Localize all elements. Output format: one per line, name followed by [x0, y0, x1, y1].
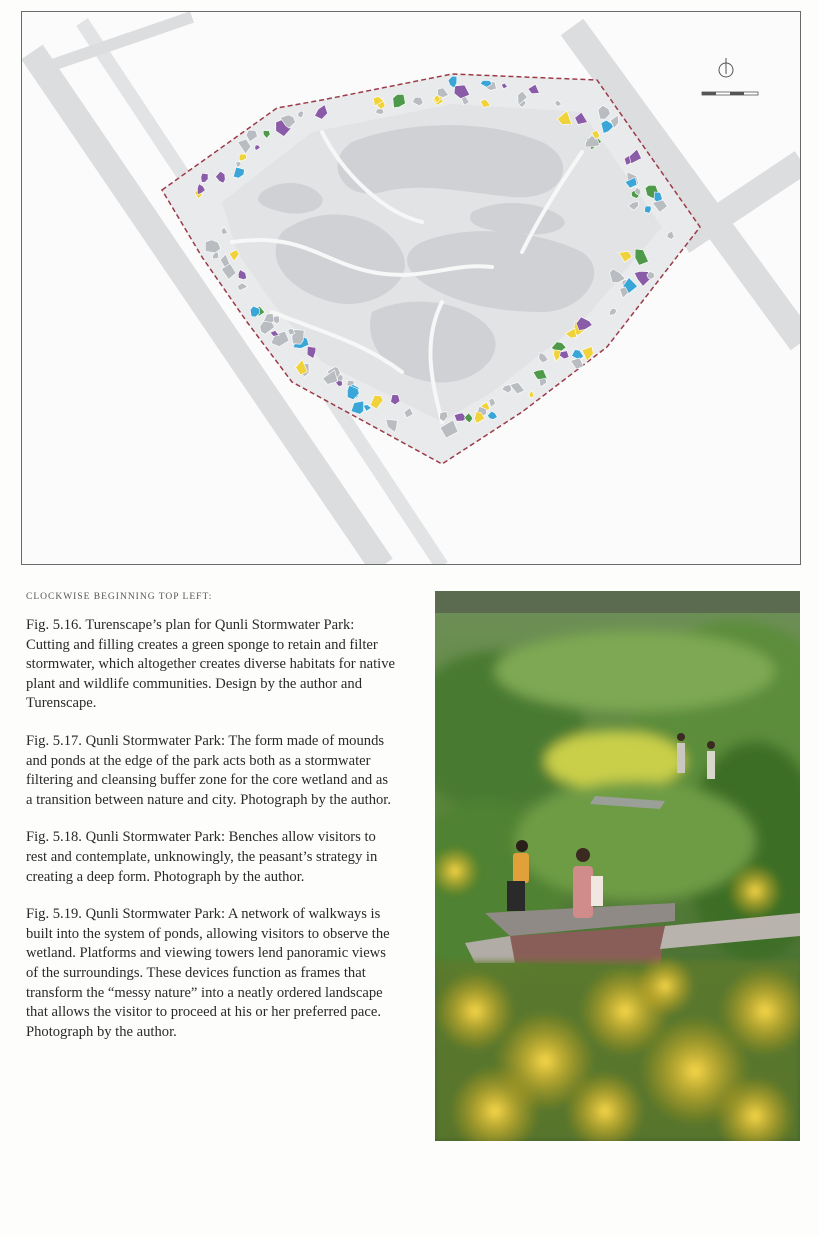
caption-column	[26, 592, 398, 1060]
site-plan-figure	[21, 11, 801, 565]
site-plan-drawing	[22, 12, 801, 565]
caption-fig-5-18: Fig. 5.18. Qunli Stormwater Park: Benches allow visitors to rest and contemplate, unknowingly, the peasant’s strategy in creating a deep form. Photograph by the author.	[26, 829, 378, 885]
caption-fig-5-19: Fig. 5.19. Qunli Stormwater Park: A network of walkways is built into the system of ponds, allowing visitors to observe the wetland. Platforms and viewing towers lend panoramic views of the surroundings. These devices function as frames that transform the “messy nature” into a neatly ordered landscape that allows the visitor to proceed at his or her preferred pace. Photograph by the author.	[26, 906, 390, 1040]
caption-fig-5-17: Fig. 5.17. Qunli Stormwater Park: The form made of mounds and ponds at the edge of the park acts both as a stormwater filtering and cleansing buffer zone for the core wetland and as a transition between nature and city. Photograph by the author.	[26, 732, 392, 808]
wetland-photo-drawing	[435, 591, 800, 1141]
scale-bar-icon	[702, 92, 758, 95]
mound-tile	[645, 206, 652, 213]
caption-kicker: CLOCKWISE BEGINNING TOP LEFT:	[26, 592, 213, 602]
caption-fig-5-16: Fig. 5.16. Turenscape’s plan for Qunli Stormwater Park: Cutting and filling creates a green sponge to retain and filter stormwater, which altogether creates diverse habitats for native plant and wildlife communities. Design by the author and Turenscape.	[26, 617, 395, 712]
north-arrow-icon	[719, 58, 733, 77]
wetland-photograph	[435, 591, 800, 1141]
